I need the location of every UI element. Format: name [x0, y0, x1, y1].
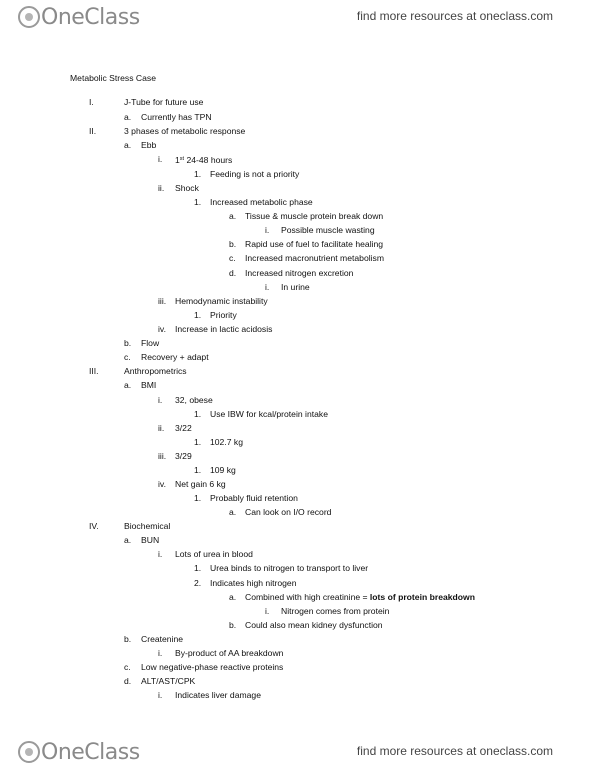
outline-text: Priority — [210, 310, 237, 320]
outline-text: Hemodynamic instability — [175, 296, 268, 306]
outline-text: Increased metabolic phase — [210, 197, 313, 207]
outline-marker: 1. — [194, 310, 202, 320]
outline-text: 3/22 — [175, 423, 192, 433]
outline-marker: I. — [89, 97, 94, 107]
outline-marker: c. — [124, 662, 131, 672]
outline-marker: c. — [124, 352, 131, 362]
outline-marker: b. — [229, 620, 237, 630]
outline-marker: b. — [229, 239, 237, 249]
outline-text: Combined with high creatinine = lots of protein breakdown — [245, 592, 475, 602]
outline-marker: i. — [265, 606, 270, 616]
oneclass-logo-icon — [18, 741, 40, 763]
outline-text: Use IBW for kcal/protein intake — [210, 409, 328, 419]
outline-marker: a. — [124, 112, 132, 122]
outline-text: BMI — [141, 380, 157, 390]
outline-marker: iii. — [158, 296, 167, 306]
outline-text: 1st 24-48 hours — [175, 155, 233, 165]
outline-marker: a. — [124, 535, 132, 545]
outline-marker: i. — [158, 648, 163, 658]
outline-text: Urea binds to nitrogen to transport to liver — [210, 563, 369, 573]
outline-marker: 2. — [194, 578, 202, 588]
outline-marker: 1. — [194, 437, 202, 447]
outline-marker: 1. — [194, 169, 202, 179]
outline-marker: 1. — [194, 563, 202, 573]
outline-text: Flow — [141, 338, 160, 348]
outline-marker: II. — [89, 126, 97, 136]
outline-text: Lots of urea in blood — [175, 549, 253, 559]
outline-marker: i. — [158, 549, 163, 559]
outline-text: Ebb — [141, 140, 157, 150]
outline-text: 102.7 kg — [210, 437, 243, 447]
outline-text: Indicates liver damage — [175, 690, 261, 700]
outline-marker: i. — [265, 225, 270, 235]
outline-text: Increase in lactic acidosis — [175, 324, 273, 334]
outline-marker: a. — [124, 140, 132, 150]
outline-text: In urine — [281, 282, 310, 292]
outline-text: Increased macronutrient metabolism — [245, 253, 384, 263]
outline-marker: ii. — [158, 423, 165, 433]
outline-text: Increased nitrogen excretion — [245, 268, 354, 278]
outline-marker: iii. — [158, 451, 167, 461]
outline-marker: i. — [158, 690, 163, 700]
outline-text: ALT/AST/CPK — [141, 676, 196, 686]
header-resources-link[interactable]: find more resources at oneclass.com — [356, 9, 553, 23]
outline-text: 32, obese — [175, 395, 213, 405]
outline-marker: iv. — [158, 324, 166, 334]
outline-marker: i. — [158, 154, 163, 164]
outline-text: Createnine — [141, 634, 184, 644]
outline-marker: IV. — [89, 521, 99, 531]
outline-marker: 1. — [194, 493, 202, 503]
outline-text: Could also mean kidney dysfunction — [245, 620, 383, 630]
outline-text: Shock — [175, 183, 199, 193]
outline-marker: d. — [229, 268, 237, 278]
document-title: Metabolic Stress Case — [70, 73, 156, 83]
oneclass-logo-footer: OneClass — [18, 739, 140, 765]
outline-marker: b. — [124, 634, 132, 644]
outline-marker: c. — [229, 253, 236, 263]
outline-text: 109 kg — [210, 465, 236, 475]
outline-text: Indicates high nitrogen — [210, 578, 297, 588]
outline-marker: ii. — [158, 183, 165, 193]
outline-marker: 1. — [194, 409, 202, 419]
oneclass-logo-header: OneClass — [18, 4, 140, 30]
outline-text: Recovery + adapt — [141, 352, 209, 362]
outline-text: Anthropometrics — [124, 366, 187, 376]
outline-text: Tissue & muscle protein break down — [245, 211, 384, 221]
outline-marker: i. — [158, 395, 163, 405]
oneclass-logo-icon — [18, 6, 40, 28]
outline-text: Net gain 6 kg — [175, 479, 226, 489]
footer-resources-link[interactable]: find more resources at oneclass.com — [356, 744, 553, 758]
outline-text: By-product of AA breakdown — [175, 648, 284, 658]
outline-marker: d. — [124, 676, 132, 686]
outline-text: Possible muscle wasting — [281, 225, 375, 235]
outline-text: Currently has TPN — [141, 112, 212, 122]
outline-marker: a. — [229, 592, 237, 602]
outline-text: J-Tube for future use — [124, 97, 204, 107]
outline-text: Biochemical — [124, 521, 171, 531]
outline-marker: i. — [265, 282, 270, 292]
outline-text: Low negative-phase reactive proteins — [141, 662, 284, 672]
outline-emphasis: lots of protein breakdown — [369, 592, 475, 602]
outline-marker: a. — [229, 211, 237, 221]
outline-marker: iv. — [158, 479, 166, 489]
outline-text: 3/29 — [175, 451, 192, 461]
outline-text: Rapid use of fuel to facilitate healing — [245, 239, 384, 249]
outline-marker: 1. — [194, 197, 202, 207]
outline-marker: a. — [229, 507, 237, 517]
outline-text: Probably fluid retention — [210, 493, 298, 503]
outline-text: Nitrogen comes from protein — [281, 606, 390, 616]
outline-text: 3 phases of metabolic response — [124, 126, 246, 136]
outline-marker: III. — [89, 366, 99, 376]
outline-text: Can look on I/O record — [245, 507, 332, 517]
outline-marker: b. — [124, 338, 132, 348]
outline-text: BUN — [141, 535, 160, 545]
outline-marker: 1. — [194, 465, 202, 475]
outline-marker: a. — [124, 380, 132, 390]
outline-text: Feeding is not a priority — [210, 169, 300, 179]
